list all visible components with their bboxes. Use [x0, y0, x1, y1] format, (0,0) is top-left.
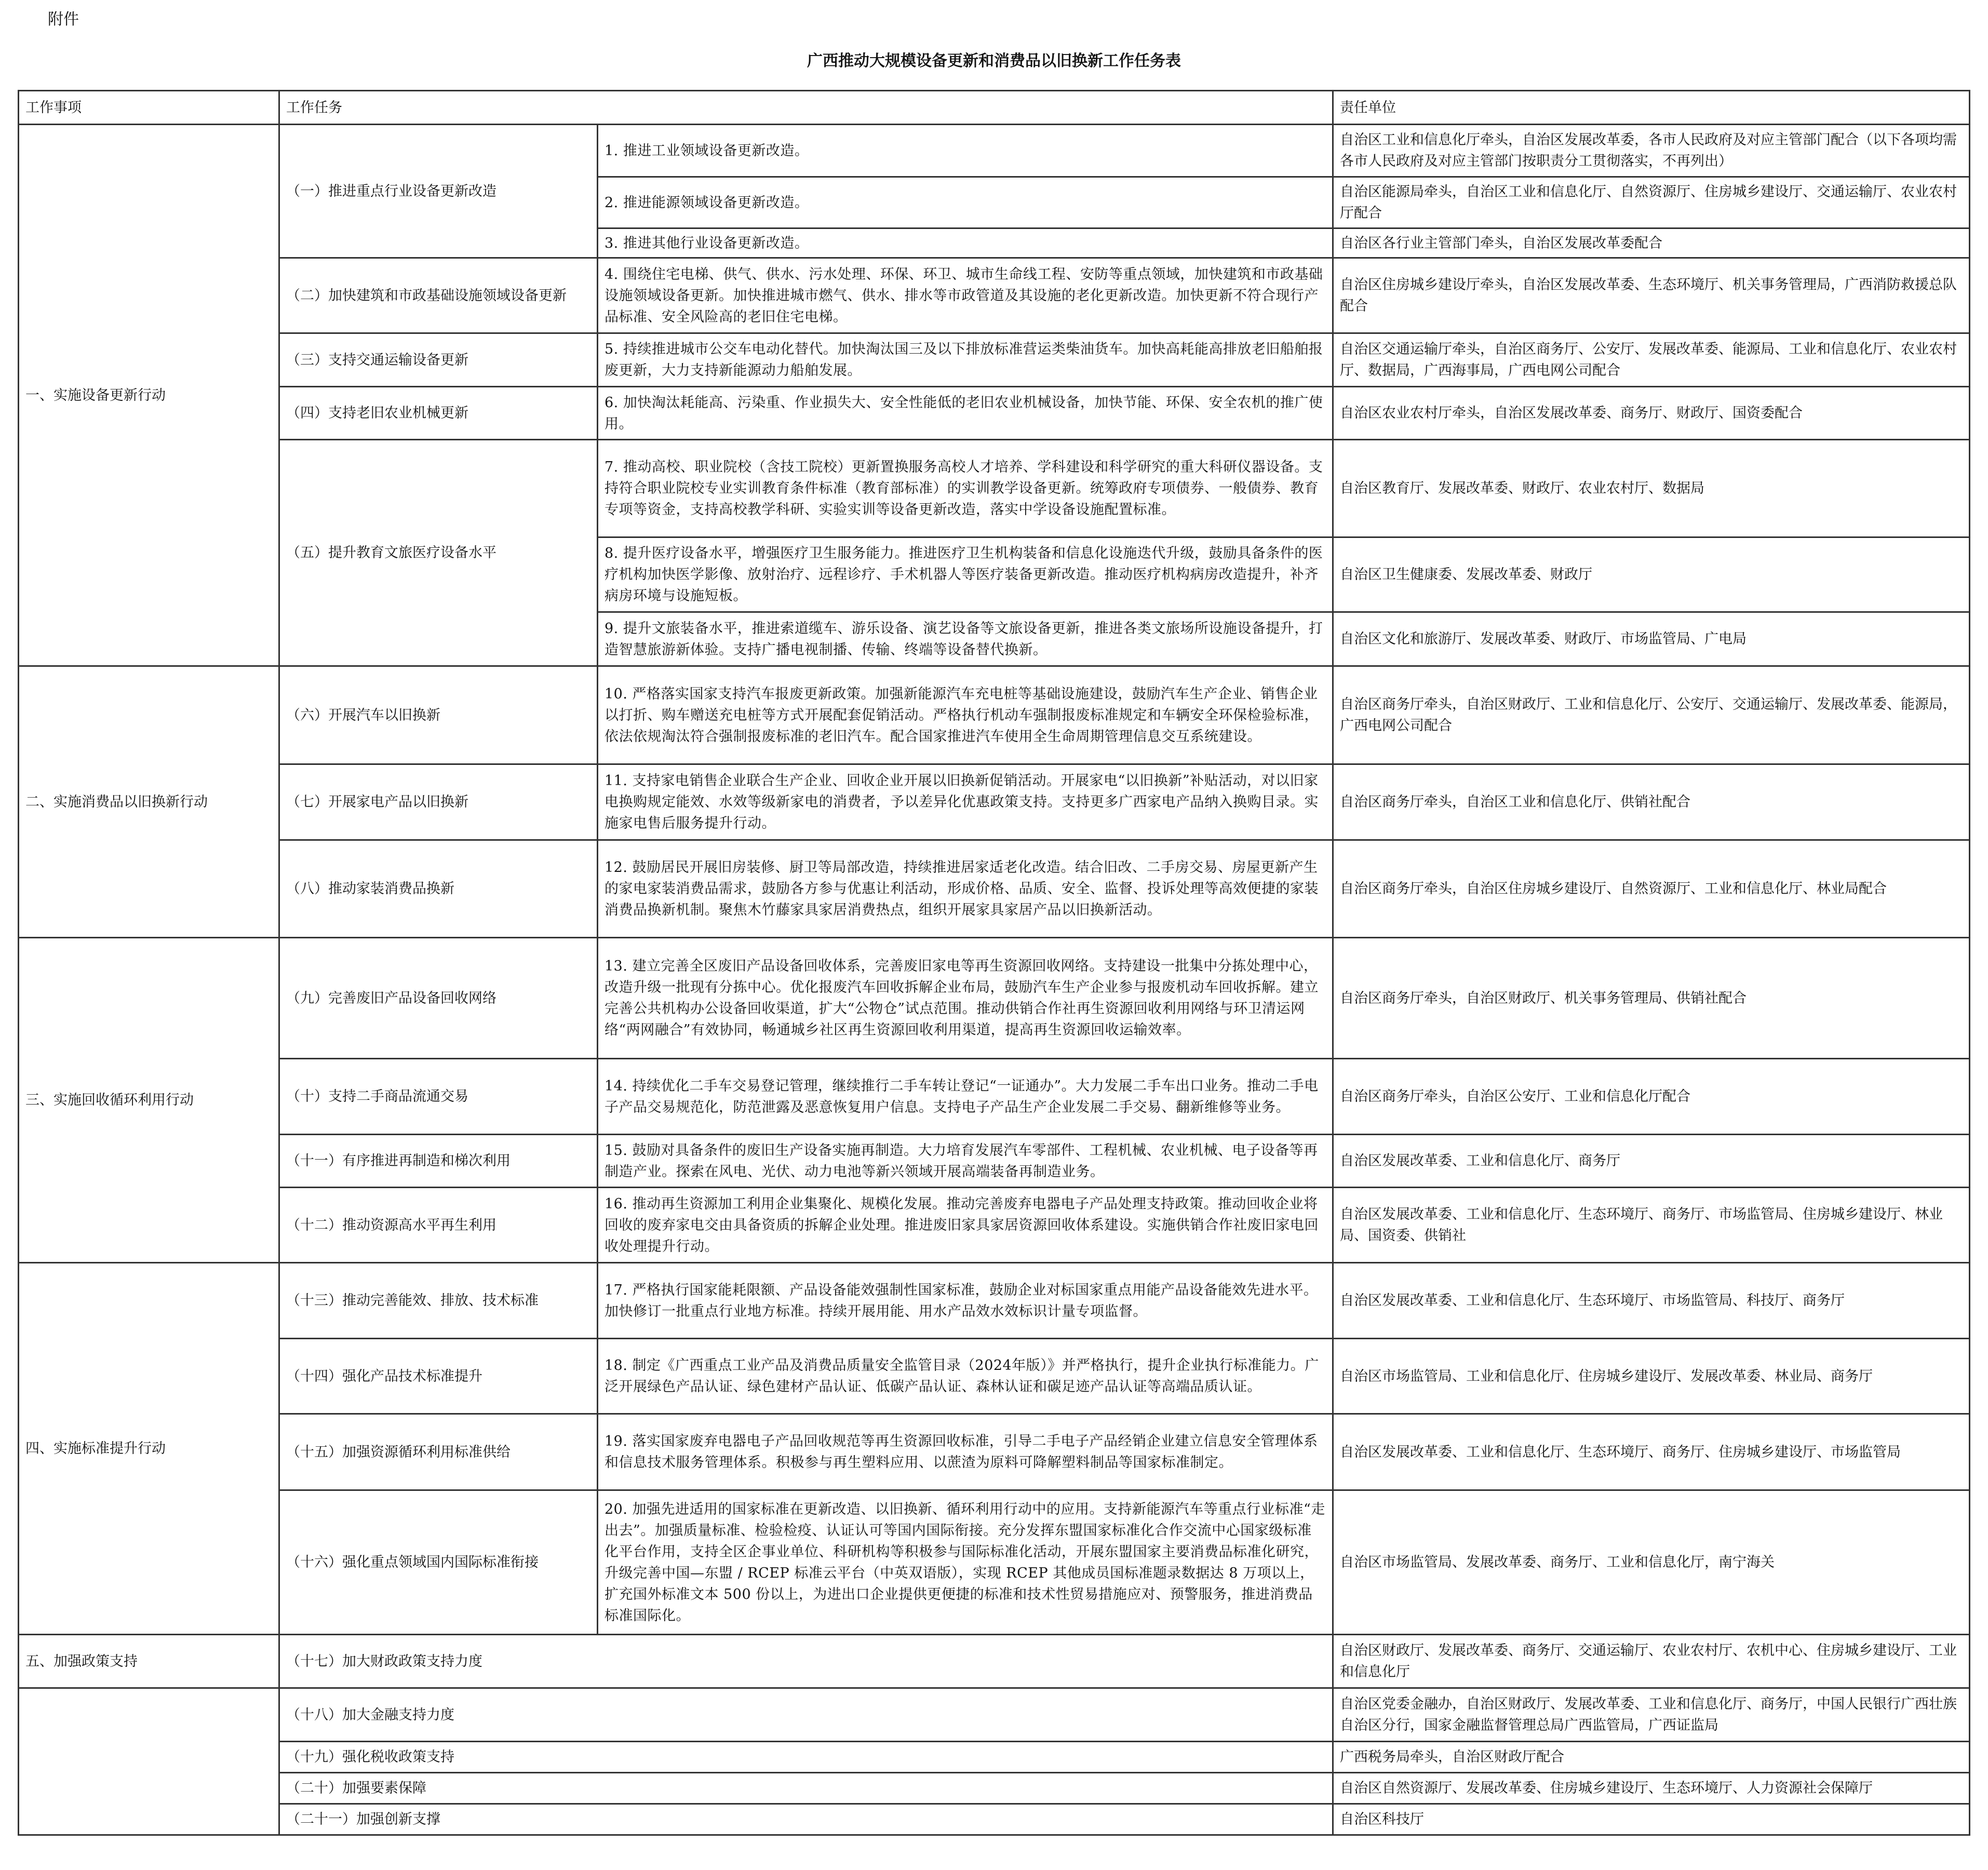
responsible-unit-cell: 广西税务局牵头，自治区财政厅配合	[1333, 1742, 1970, 1773]
task-group-cell: （九）完善废旧产品设备回收网络	[279, 938, 598, 1059]
table-row	[19, 1804, 1970, 1835]
table-row	[19, 125, 1970, 177]
task-detail-cell: 17. 严格执行国家能耗限额、产品设备能效强制性国家标准，鼓励企业对标国家重点用能产品设备能效先进水平。加快修订一批重点行业地方标准。持续开展用能、用水产品效水效标识计量专项监督。	[598, 1263, 1333, 1339]
work-item-cell: 五、加强政策支持	[19, 1635, 279, 1688]
task-detail-cell: 12. 鼓励居民开展旧房装修、厨卫等局部改造，持续推进居家适老化改造。结合旧改、二手房交易、房屋更新产生的家电家装消费品需求，鼓励各方参与优惠让利活动，形成价格、品质、安全、监督、投诉处理等高效便捷的家装消费品换新机制。聚焦木竹藤家具家居消费热点，组织开展家具家居产品以旧换新活动。	[598, 840, 1333, 938]
task-detail-cell: 9. 提升文旅装备水平，推进索道缆车、游乐设备、演艺设备等文旅设备更新，推进各类文旅场所设施设备提升，打造智慧旅游新体验。支持广播电视制播、传输、终端等设备替代换新。	[598, 612, 1333, 666]
table-row	[19, 1188, 1970, 1263]
task-detail-cell: 11. 支持家电销售企业联合生产企业、回收企业开展以旧换新促销活动。开展家电“以旧换新”补贴活动，对以旧家电换购规定能效、水效等级新家电的消费者，予以差异化优惠政策支持。支持更多广西家电产品纳入换购目录。实施家电售后服务提升行动。	[598, 764, 1333, 840]
responsible-unit-cell: 自治区卫生健康委、发展改革委、财政厅	[1333, 537, 1970, 612]
task-group-cell: （六）开展汽车以旧换新	[279, 666, 598, 764]
column-header-responsible-unit: 责任单位	[1333, 91, 1970, 125]
task-detail-cell: 4. 围绕住宅电梯、供气、供水、污水处理、环保、环卫、城市生命线工程、安防等重点领域，加快建筑和市政基础设施领域设备更新。加快推进城市燃气、供水、排水等市政管道及其设施的老化更新改造。加快更新不符合现行产品标准、安全风险高的老旧住宅电梯。	[598, 258, 1333, 333]
responsible-unit-cell: 自治区教育厅、发展改革委、财政厅、农业农村厅、数据局	[1333, 440, 1970, 537]
table-row	[19, 1135, 1970, 1188]
table-row	[19, 1688, 1970, 1742]
responsible-unit-cell: 自治区商务厅牵头，自治区公安厅、工业和信息化厅配合	[1333, 1059, 1970, 1135]
responsible-unit-cell: 自治区发展改革委、工业和信息化厅、生态环境厅、市场监管局、科技厅、商务厅	[1333, 1263, 1970, 1339]
work-item-cell: 四、实施标准提升行动	[19, 1263, 279, 1635]
task-detail-cell: 3. 推进其他行业设备更新改造。	[598, 228, 1333, 258]
empty-cell	[19, 1804, 279, 1835]
task-detail-cell: 15. 鼓励对具备条件的废旧生产设备实施再制造。大力培育发展汽车零部件、工程机械、农业机械、电子设备等再制造产业。探索在风电、光伏、动力电池等新兴领域开展高端装备再制造业务。	[598, 1135, 1333, 1188]
table-row	[19, 258, 1970, 333]
table-row	[19, 1635, 1970, 1688]
task-detail-cell: 14. 持续优化二手车交易登记管理，继续推行二手车转让登记“一证通办”。大力发展二手车出口业务。推动二手电子产品交易规范化，防范泄露及恶意恢复用户信息。支持电子产品生产企业发展二手交易、翻新维修等业务。	[598, 1059, 1333, 1135]
responsible-unit-cell: 自治区农业农村厅牵头，自治区发展改革委、商务厅、财政厅、国资委配合	[1333, 387, 1970, 440]
task-group-cell: （十）支持二手商品流通交易	[279, 1059, 598, 1135]
task-detail-cell: 7. 推动高校、职业院校（含技工院校）更新置换服务高校人才培养、学科建设和科学研究的重大科研仪器设备。支持符合职业院校专业实训教育条件标准（教育部标准）的实训教学设备更新。统筹政府专项债券、一般债券、教育专项等资金，支持高校教学科研、实验实训等设备更新改造，落实中学设备设施配置标准。	[598, 440, 1333, 537]
responsible-unit-cell: 自治区工业和信息化厅牵头，自治区发展改革委，各市人民政府及对应主管部门配合（以下各项均需各市人民政府及对应主管部门按职责分工贯彻落实，不再列出）	[1333, 125, 1970, 177]
task-group-cell: （十四）强化产品技术标准提升	[279, 1339, 598, 1414]
table-row	[19, 1263, 1970, 1339]
table-row	[19, 1339, 1970, 1414]
responsible-unit-cell: 自治区发展改革委、工业和信息化厅、生态环境厅、商务厅、市场监管局、住房城乡建设厅、林业局、国资委、供销社	[1333, 1188, 1970, 1263]
responsible-unit-cell: 自治区科技厅	[1333, 1804, 1970, 1835]
empty-cell	[19, 1742, 279, 1773]
responsible-unit-cell: 自治区各行业主管部门牵头，自治区发展改革委配合	[1333, 228, 1970, 258]
page-title: 广西推动大规模设备更新和消费品以旧换新工作任务表	[807, 52, 1181, 70]
task-detail-cell: 2. 推进能源领域设备更新改造。	[598, 177, 1333, 228]
task-group-cell: （十九）强化税收政策支持	[279, 1742, 1333, 1773]
task-detail-cell: 18. 制定《广西重点工业产品及消费品质量安全监管目录（2024年版）》并严格执行，提升企业执行标准能力。广泛开展绿色产品认证、绿色建材产品认证、低碳产品认证、森林认证和碳足迹产品认证等高端品质认证。	[598, 1339, 1333, 1414]
task-group-cell: （十五）加强资源循环利用标准供给	[279, 1414, 598, 1490]
task-group-cell: （七）开展家电产品以旧换新	[279, 764, 598, 840]
task-group-cell: （十三）推动完善能效、排放、技术标准	[279, 1263, 598, 1339]
table-row	[19, 666, 1970, 764]
table-row	[19, 1490, 1970, 1635]
task-group-cell: （二十）加强要素保障	[279, 1773, 1333, 1804]
table-row	[19, 764, 1970, 840]
task-group-cell: （一）推进重点行业设备更新改造	[279, 125, 598, 258]
table-row	[19, 1414, 1970, 1490]
task-detail-cell: 8. 提升医疗设备水平，增强医疗卫生服务能力。推进医疗卫生机构装备和信息化设施迭代升级，鼓励具备条件的医疗机构加快医学影像、放射治疗、远程诊疗、手术机器人等医疗装备更新改造。推动医疗机构病房改造提升，补齐病房环境与设施短板。	[598, 537, 1333, 612]
table-row	[19, 1059, 1970, 1135]
table-body	[19, 125, 1970, 1835]
responsible-unit-cell: 自治区商务厅牵头，自治区住房城乡建设厅、自然资源厅、工业和信息化厅、林业局配合	[1333, 840, 1970, 938]
task-group-cell: （十六）强化重点领域国内国际标准衔接	[279, 1490, 598, 1635]
task-group-cell: （十八）加大金融支持力度	[279, 1688, 1333, 1742]
task-group-cell: （二十一）加强创新支撑	[279, 1804, 1333, 1835]
task-detail-cell: 16. 推动再生资源加工利用企业集聚化、规模化发展。推动完善废弃电器电子产品处理支持政策。推动回收企业将回收的废弃家电交由具备资质的拆解企业处理。推进废旧家具家居资源回收体系建设。实施供销合作社废旧家电回收处理提升行动。	[598, 1188, 1333, 1263]
responsible-unit-cell: 自治区商务厅牵头，自治区工业和信息化厅、供销社配合	[1333, 764, 1970, 840]
table-row	[19, 840, 1970, 938]
task-group-cell: （三）支持交通运输设备更新	[279, 333, 598, 387]
responsible-unit-cell: 自治区市场监管局、发展改革委、商务厅、工业和信息化厅，南宁海关	[1333, 1490, 1970, 1635]
task-detail-cell: 19. 落实国家废弃电器电子产品回收规范等再生资源回收标准，引导二手电子产品经销企业建立信息安全管理体系和信息技术服务管理体系。积极参与再生塑料应用、以蔗渣为原料可降解塑料制品等国家标准制定。	[598, 1414, 1333, 1490]
responsible-unit-cell: 自治区商务厅牵头，自治区财政厅、机关事务管理局、供销社配合	[1333, 938, 1970, 1059]
task-table	[18, 90, 1970, 1836]
responsible-unit-cell: 自治区住房城乡建设厅牵头，自治区发展改革委、生态环境厅、机关事务管理局，广西消防救援总队配合	[1333, 258, 1970, 333]
task-group-cell: （五）提升教育文旅医疗设备水平	[279, 440, 598, 666]
table-row	[19, 387, 1970, 440]
task-detail-cell: 20. 加强先进适用的国家标准在更新改造、以旧换新、循环利用行动中的应用。支持新能源汽车等重点行业标准“走出去”。加强质量标准、检验检疫、认证认可等国内国际衔接。充分发挥东盟国家标准化合作交流中心国家级标准化平台作用，支持全区企事业单位、科研机构等积极参与国际标准化活动，开展东盟国家主要消费品标准化研究，升级完善中国—东盟 / RCEP 标准云平台（中英双语版），实现 RCEP 其他成员国标准题录数据达 8 万项以上，扩充国外标准文本 500 份以上，为进出口企业提供更便捷的标准和技术性贸易措施应对、预警服务，推进消费品标准国际化。	[598, 1490, 1333, 1635]
empty-cell	[19, 1773, 279, 1804]
column-header-work-task: 工作任务	[279, 91, 1333, 125]
responsible-unit-cell: 自治区文化和旅游厅、发展改革委、财政厅、市场监管局、广电局	[1333, 612, 1970, 666]
column-header-work-item: 工作事项	[19, 91, 279, 125]
task-group-cell: （十七）加大财政政策支持力度	[279, 1635, 1333, 1688]
table-row	[19, 333, 1970, 387]
task-group-cell: （八）推动家装消费品换新	[279, 840, 598, 938]
responsible-unit-cell: 自治区发展改革委、工业和信息化厅、生态环境厅、商务厅、住房城乡建设厅、市场监管局	[1333, 1414, 1970, 1490]
work-item-cell: 三、实施回收循环利用行动	[19, 938, 279, 1263]
task-detail-cell: 1. 推进工业领域设备更新改造。	[598, 125, 1333, 177]
task-group-cell: （二）加快建筑和市政基础设施领域设备更新	[279, 258, 598, 333]
table-row	[19, 938, 1970, 1059]
responsible-unit-cell: 自治区财政厅、发展改革委、商务厅、交通运输厅、农业农村厅、农机中心、住房城乡建设厅、工业和信息化厅	[1333, 1635, 1970, 1688]
responsible-unit-cell: 自治区党委金融办，自治区财政厅、发展改革委、工业和信息化厅、商务厅，中国人民银行广西壮族自治区分行，国家金融监督管理总局广西监管局，广西证监局	[1333, 1688, 1970, 1742]
empty-cell	[19, 1688, 279, 1742]
responsible-unit-cell: 自治区商务厅牵头，自治区财政厅、工业和信息化厅、公安厅、交通运输厅、发展改革委、能源局，广西电网公司配合	[1333, 666, 1970, 764]
task-group-cell: （十一）有序推进再制造和梯次利用	[279, 1135, 598, 1188]
responsible-unit-cell: 自治区交通运输厅牵头，自治区商务厅、公安厅、发展改革委、能源局、工业和信息化厅、农业农村厅、数据局，广西海事局，广西电网公司配合	[1333, 333, 1970, 387]
task-detail-cell: 5. 持续推进城市公交车电动化替代。加快淘汰国三及以下排放标准营运类柴油货车。加快高耗能高排放老旧船舶报废更新，大力支持新能源动力船舶发展。	[598, 333, 1333, 387]
task-detail-cell: 10. 严格落实国家支持汽车报废更新政策。加强新能源汽车充电桩等基础设施建设，鼓励汽车生产企业、销售企业以打折、购车赠送充电桩等方式开展配套促销活动。严格执行机动车强制报废标准规定和车辆安全环保检验标准，依法依规淘汰符合强制报废标准的老旧汽车。配合国家推进汽车使用全生命周期管理信息交互系统建设。	[598, 666, 1333, 764]
task-group-cell: （四）支持老旧农业机械更新	[279, 387, 598, 440]
table-row	[19, 1742, 1970, 1773]
responsible-unit-cell: 自治区自然资源厅、发展改革委、住房城乡建设厅、生态环境厅、人力资源社会保障厅	[1333, 1773, 1970, 1804]
table-row	[19, 440, 1970, 537]
task-detail-cell: 13. 建立完善全区废旧产品设备回收体系，完善废旧家电等再生资源回收网络。支持建设一批集中分拣处理中心，改造升级一批现有分拣中心。优化报废汽车回收拆解企业布局，鼓励汽车生产企业参与报废机动车回收拆解。建立完善公共机构办公设备回收渠道，扩大“公物仓”试点范围。推动供销合作社再生资源回收利用网络与环卫清运网络“两网融合”有效协同，畅通城乡社区再生资源回收利用渠道，提高再生资源回收运输效率。	[598, 938, 1333, 1059]
responsible-unit-cell: 自治区能源局牵头，自治区工业和信息化厅、自然资源厅、住房城乡建设厅、交通运输厅、农业农村厅配合	[1333, 177, 1970, 228]
responsible-unit-cell: 自治区发展改革委、工业和信息化厅、商务厅	[1333, 1135, 1970, 1188]
table-row	[19, 1773, 1970, 1804]
attachment-label: 附件	[48, 10, 79, 29]
table-header-row	[19, 91, 1970, 125]
work-item-cell: 二、实施消费品以旧换新行动	[19, 666, 279, 938]
task-group-cell: （十二）推动资源高水平再生利用	[279, 1188, 598, 1263]
responsible-unit-cell: 自治区市场监管局、工业和信息化厅、住房城乡建设厅、发展改革委、林业局、商务厅	[1333, 1339, 1970, 1414]
task-detail-cell: 6. 加快淘汰耗能高、污染重、作业损失大、安全性能低的老旧农业机械设备，加快节能、环保、安全农机的推广使用。	[598, 387, 1333, 440]
work-item-cell: 一、实施设备更新行动	[19, 125, 279, 666]
